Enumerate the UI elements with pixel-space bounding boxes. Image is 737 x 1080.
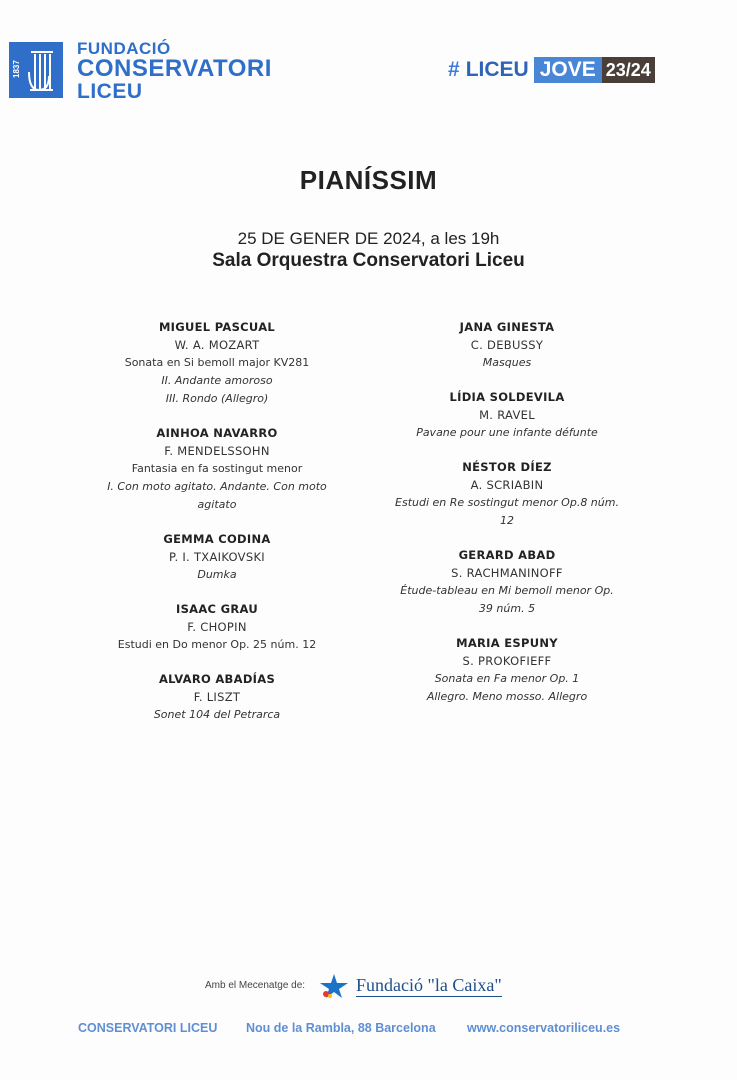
program-entry xyxy=(97,530,337,584)
program-entry xyxy=(377,318,637,372)
work-movement: II. Andante amoroso xyxy=(161,374,273,387)
work-title: Fantasia en fa sostingut menor xyxy=(131,462,303,475)
performer-name: NÉSTOR DÍEZ xyxy=(462,460,552,474)
tag-jove: JOVE xyxy=(534,57,602,83)
work-title: Sonata en Si bemoll major KV281 xyxy=(124,356,310,369)
logo-wordmark xyxy=(77,40,272,102)
program-entry xyxy=(97,424,337,514)
sponsor-name: Fundació "la Caixa" xyxy=(356,975,502,995)
work-movement: Pavane pour une infante défunte xyxy=(416,426,598,439)
star-icon xyxy=(318,972,350,1000)
composer-name: C. DEBUSSY xyxy=(470,338,544,352)
composer-name: P. I. TXAIKOVSKI xyxy=(169,550,265,564)
performer-name: LÍDIA SOLDEVILA xyxy=(449,390,565,404)
concert-venue: Sala Orquestra Conservatori Liceu xyxy=(212,250,525,271)
logo-line-3: LICEU xyxy=(77,80,143,103)
composer-name: S. RACHMANINOFF xyxy=(451,566,563,580)
tag-liceu: LICEU xyxy=(465,58,529,81)
performer-name: MARIA ESPUNY xyxy=(456,636,558,650)
work-movement: Sonata en Fa menor Op. 1 xyxy=(434,672,580,685)
logo-line-2: CONSERVATORI xyxy=(77,55,272,82)
performer-name: MIGUEL PASCUAL xyxy=(158,320,276,334)
program-column-left xyxy=(97,318,337,724)
performer-name: GERARD ABAD xyxy=(458,548,556,562)
footer-org: CONSERVATORI LICEU xyxy=(78,1021,218,1035)
performer-name: ISAAC GRAU xyxy=(176,602,258,616)
program-entry xyxy=(97,318,337,408)
sponsor-block xyxy=(0,972,737,1002)
work-movement: I. Con moto agitato. Andante. Con moto xyxy=(107,480,327,493)
work-movement: agitato xyxy=(197,498,237,511)
footer-address: Nou de la Rambla, 88 Barcelona xyxy=(246,1021,436,1035)
program-column-right xyxy=(377,318,637,706)
program-entry xyxy=(377,634,637,706)
work-movement: Allegro. Meno mosso. Allegro xyxy=(426,690,588,703)
program-entry xyxy=(97,600,337,654)
composer-name: F. MENDELSSOHN xyxy=(164,444,270,458)
logo-year: 1837 xyxy=(12,60,21,78)
program-entry xyxy=(377,458,637,530)
performer-name: AINHOA NAVARRO xyxy=(156,426,278,440)
work-movement: Dumka xyxy=(197,568,237,581)
conservatori-logo xyxy=(9,39,309,103)
program-entry xyxy=(377,388,637,442)
work-movement: 12 xyxy=(500,514,514,527)
tag-hash: # xyxy=(448,58,460,81)
composer-name: A. SCRIABIN xyxy=(470,478,544,492)
composer-name: S. PROKOFIEFF xyxy=(462,654,552,668)
tag-season: 23/24 xyxy=(602,57,655,83)
logo-emblem xyxy=(9,42,63,98)
la-caixa-logo xyxy=(318,972,502,1000)
composer-name: F. CHOPIN xyxy=(187,620,247,634)
program-entry xyxy=(97,670,337,724)
liceu-jove-tag xyxy=(448,57,655,83)
work-movement: 39 núm. 5 xyxy=(478,602,536,615)
sponsor-label: Amb el Mecenatge de: xyxy=(205,980,306,991)
performer-name: JANA GINESTA xyxy=(459,320,555,334)
work-movement: Étude-tableau en Mi bemoll menor Op. xyxy=(400,584,614,597)
composer-name: W. A. MOZART xyxy=(174,338,260,352)
composer-name: F. LISZT xyxy=(193,690,241,704)
composer-name: M. RAVEL xyxy=(479,408,535,422)
performer-name: GEMMA CODINA xyxy=(163,532,271,546)
column-icon xyxy=(9,42,63,98)
work-movement: III. Rondo (Allegro) xyxy=(165,392,269,405)
work-movement: Estudi en Re sostingut menor Op.8 núm. xyxy=(395,496,619,509)
footer-website[interactable]: www.conservatoriliceu.es xyxy=(467,1021,621,1035)
work-movement: Sonet 104 del Petrarca xyxy=(153,708,281,721)
work-movement: Masques xyxy=(482,356,532,369)
program-entry xyxy=(377,546,637,618)
logo-line-1: FUNDACIÓ xyxy=(77,39,171,58)
work-title: Estudi en Do menor Op. 25 núm. 12 xyxy=(117,638,317,651)
concert-date: 25 DE GENER DE 2024, a les 19h xyxy=(237,229,500,248)
concert-title: PIANÍSSIM xyxy=(299,165,438,195)
performer-name: ALVARO ABADÍAS xyxy=(158,672,276,686)
